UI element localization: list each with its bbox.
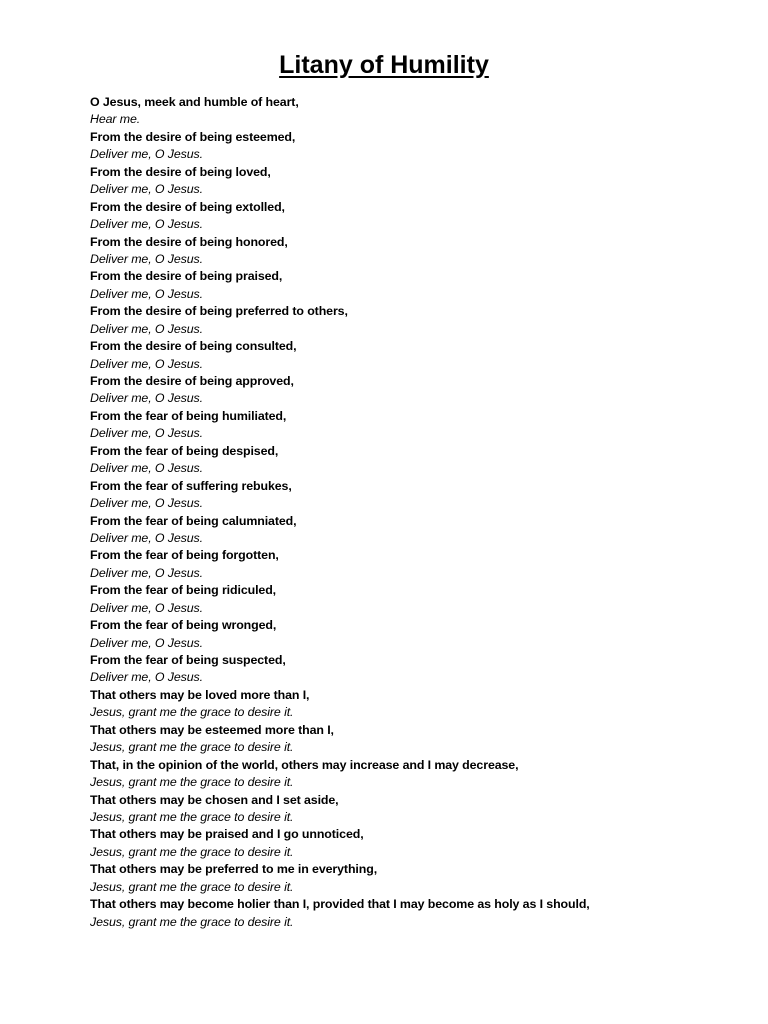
petition-line: That others may be loved more than I, (90, 687, 310, 702)
response-line: Jesus, grant me the grace to desire it. (90, 914, 294, 929)
response-line: Deliver me, O Jesus. (90, 286, 203, 301)
petition-line: From the desire of being preferred to others, (90, 304, 348, 319)
petition-line: From the desire of being praised, (90, 269, 283, 284)
petition-line: From the fear of being wronged, (90, 618, 277, 633)
petition-line: That others may be praised and I go unnoticed, (90, 827, 364, 842)
response-line: Hear me. (90, 112, 141, 127)
petition-line: That others may be chosen and I set aside, (90, 792, 339, 807)
petition-line: That others may be esteemed more than I, (90, 722, 334, 737)
response-line: Jesus, grant me the grace to desire it. (90, 809, 294, 824)
response-line: Deliver me, O Jesus. (90, 182, 203, 197)
response-line: Jesus, grant me the grace to desire it. (90, 879, 294, 894)
response-line: Deliver me, O Jesus. (90, 461, 203, 476)
response-line: Deliver me, O Jesus. (90, 426, 203, 441)
petition-line: From the fear of being forgotten, (90, 548, 279, 563)
response-line: Jesus, grant me the grace to desire it. (90, 775, 294, 790)
response-line: Deliver me, O Jesus. (90, 217, 203, 232)
response-line: Jesus, grant me the grace to desire it. (90, 740, 294, 755)
response-line: Jesus, grant me the grace to desire it. (90, 844, 294, 859)
response-line: Deliver me, O Jesus. (90, 251, 203, 266)
petition-line: O Jesus, meek and humble of heart, (90, 95, 299, 109)
response-line: Deliver me, O Jesus. (90, 356, 203, 371)
petition-line: From the desire of being consulted, (90, 339, 297, 354)
page-title: Litany of Humility (279, 51, 489, 79)
litany-text (90, 94, 750, 931)
response-line: Deliver me, O Jesus. (90, 147, 203, 162)
petition-line: From the desire of being extolled, (90, 199, 285, 214)
response-line: Jesus, grant me the grace to desire it. (90, 705, 294, 720)
petition-line: From the fear of being calumniated, (90, 513, 297, 528)
response-line: Deliver me, O Jesus. (90, 391, 203, 406)
petition-line: From the fear of suffering rebukes, (90, 478, 292, 493)
response-line: Deliver me, O Jesus. (90, 496, 203, 511)
response-line: Deliver me, O Jesus. (90, 600, 203, 615)
response-line: Deliver me, O Jesus. (90, 530, 203, 545)
petition-line: That others may be preferred to me in everything, (90, 862, 378, 877)
petition-line: From the desire of being approved, (90, 374, 294, 388)
response-line: Deliver me, O Jesus. (90, 670, 203, 685)
response-line: Deliver me, O Jesus. (90, 635, 203, 650)
petition-line: From the fear of being ridiculed, (90, 583, 277, 598)
petition-line: From the desire of being loved, (90, 164, 271, 179)
petition-line: That, in the opinion of the world, others may increase and I may decrease, (90, 757, 519, 772)
petition-line: From the desire of being esteemed, (90, 129, 296, 144)
petition-line: From the fear of being suspected, (90, 653, 286, 667)
petition-line: From the desire of being honored, (90, 234, 288, 249)
petition-line: That others may become holier than I, provided that I may become as holy as I should, (90, 897, 590, 912)
response-line: Deliver me, O Jesus. (90, 565, 203, 580)
response-line: Deliver me, O Jesus. (90, 321, 203, 336)
petition-line: From the fear of being despised, (90, 443, 279, 458)
petition-line: From the fear of being humiliated, (90, 408, 287, 423)
